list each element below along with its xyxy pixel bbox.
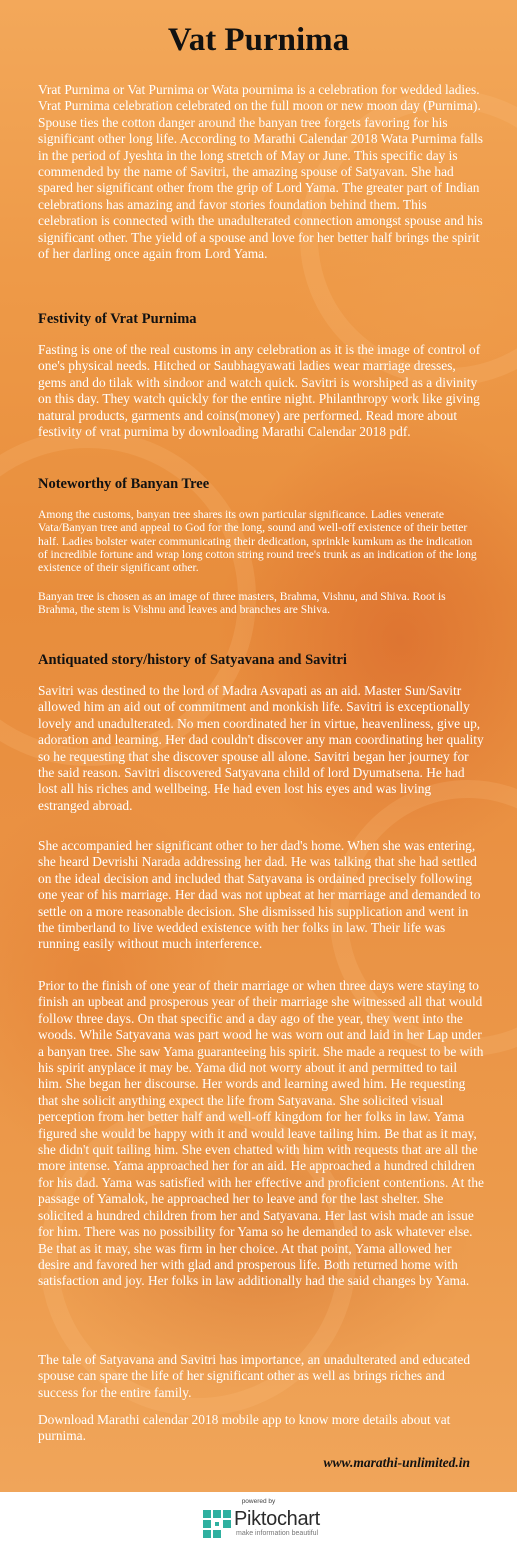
intro-paragraph: Vrat Purnima or Vat Purnima or Wata pournima is a celebration for wedded ladies. Vrat Purnima celebration celebrated on the full moon or new moon day (Purnima). Spouse ties the cotton danger around the banyan tree forgets favoring for his significant other long life. According to Marathi Calendar 2018 Wata Purnima falls in the period of Jyeshta in the long stretch of May or June. This specific day is commended by the name of Savitri, the amazing spouse of Satyavan. She had spared her significant other from the grip of Lord Yama. The greater part of Indian celebrations has amazing and favor stories foundation behind them. This celebration is connected with the unadulterated connection amongst spouse and his significant other. The yield of a spouse and love for her better half brings the spirit of her darling once again from Lord Yama. [38, 82, 483, 262]
story-paragraph: Prior to the finish of one year of their marriage or when three days were staying to finish an upbeat and prosperous year of their marriage she witnessed all that would follow three days. On that specific and a day ago of the year, they went into the woods. While Satyavana was part wood he was worn out and laid in her Lap under a banyan tree. She saw Yama guaranteeing his spirit. She made a request to be with his spirit anyplace it may be. Yama did not worry about it and permitted to tail him. She began her discourse. Her words and learning awed him. He requesting that she solicit anything expect the life from Satyavana. She solicited visual perception from her better half and well-off kingdom for her folks in law. Yama figured she would be happy with it and would leave tailing him. Be that as it may, she didn't quit tailing him. She even chatted with him with requests that are all the more intense. Yama approached her for an aid. He approached a hundred children for his dad. Yama was satisfied with her effective and proficient contentions. At the passage of Yamalok, he approached her to leave and for the last shelter. She solicited a hundred children from her and Satyavana. Her last wish made an issue for him. There was no possibility for Yama so he demanded to ask whatever else. Be that as it may, she was firm in her choice. At that point, Yama allowed her desire and favored her with glad and prosperous life. Both returned home with satisfaction and joy. Her folks in law additionally had the said changes by Yama. [38, 978, 484, 1289]
story-paragraph: She accompanied her significant other to her dad's home. When she was entering, she heard Devrishi Narada addressing her dad. He was talking that she had settled on the ideal decision and included that Satyavana is ordained precisely following one year of his marriage. Her dad was not upbeat at her marriage and demanded to settle on a more reasonable decision. She dismissed his supplication and went in the timberland to live wedded existence with her folks in law. Their life was running easily without much interference. [38, 838, 481, 952]
piktochart-brand[interactable]: Piktochart [234, 1508, 320, 1530]
section-heading-story: Antiquated story/history of Satyavana and Savitri [38, 652, 347, 668]
section-heading-festivity: Festivity of Vrat Purnima [38, 311, 197, 327]
piktochart-logo-icon [203, 1510, 231, 1538]
story-paragraph: Download Marathi calendar 2018 mobile app to know more details about vat purnima. [38, 1412, 451, 1444]
banyan-paragraph: Banyan tree is chosen as an image of three masters, Brahma, Vishnu, and Shiva. Root is Brahma, the stem is Vishnu and leaves and branches are Shiva. [38, 590, 446, 617]
powered-by-label: powered by [241, 1498, 276, 1505]
story-paragraph: The tale of Satyavana and Savitri has importance, an unadulterated and educated spouse can spare the life of her significant other as well as brings riches and success for the entire family. [38, 1352, 471, 1400]
website-link[interactable]: www.marathi-unlimited.in [323, 1455, 470, 1470]
section-heading-banyan: Noteworthy of Banyan Tree [38, 476, 210, 492]
story-paragraph: Savitri was destined to the lord of Madra Asvapati as an aid. Master Sun/Savitr allowed him an aid out of commitment and monkish life. Savitri is exceptionally lovely and unadulterated. No men coordinated her in virtue, heavenliness, give up, adoration and learning. Her dad couldn't discover any man coordinating her quality so he requesting that she discover spouse all alone. Savitri began her journey for the said reason. Savitri discovered Satyavana child of lord Dyumatsena. He had lost all his riches and wellbeing. He had even lost his eyes and was living estranged abroad. [38, 683, 484, 813]
page-title: Vat Purnima [167, 22, 350, 58]
piktochart-tagline: make information beautiful [236, 1530, 319, 1537]
banyan-paragraph: Among the customs, banyan tree shares its own particular significance. Ladies venerate Vata/Banyan tree and appeal to God for the long, sound and well-off existence of their better half. Ladies bolster water communicating their dedication, sprinkle kumkum as the indication of incredible fortune and wrap long cotton string round tree's trunk as an indication of the long existence of their significant other. [38, 508, 477, 575]
festivity-paragraph: Fasting is one of the real customs in any celebration as it is the image of control of one's physical needs. Hitched or Saubhagyawati ladies wear marriage dresses, gems and do tilak with sindoor and watch quick. Savitri is worshiped as a divinity on this day. They watch quickly for the entire night. Philanthropy work like giving natural products, garments and coins(money) are performed. Read more about festivity of vrat purnima by downloading Marathi Calendar 2018 pdf. [38, 342, 481, 440]
